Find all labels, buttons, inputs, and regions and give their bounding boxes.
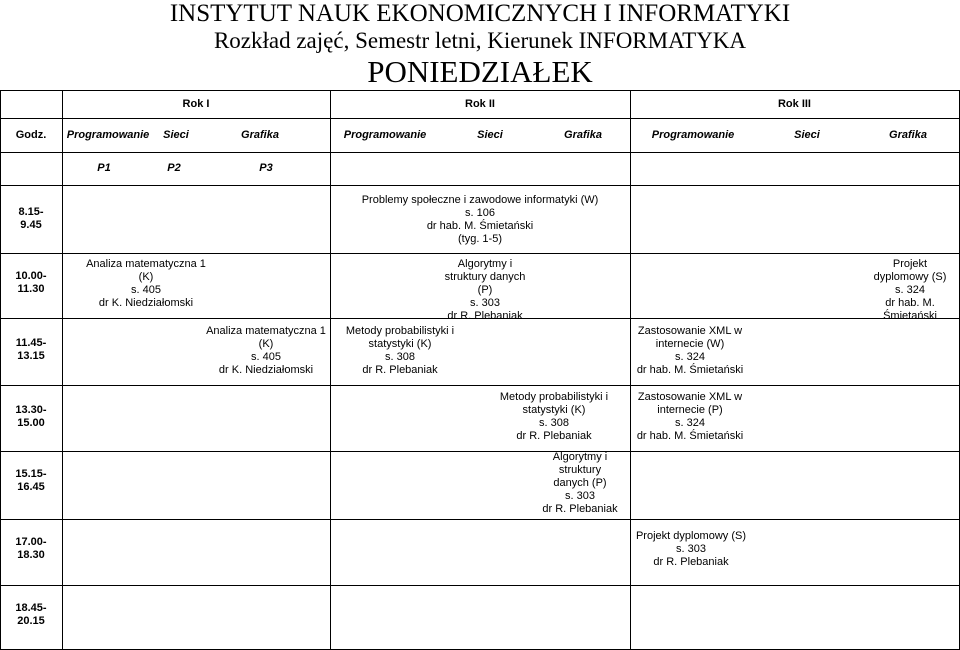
class-room: s. 303	[565, 490, 595, 502]
year-header-1: Rok I	[182, 98, 210, 110]
time-start: 10.00-	[15, 270, 47, 282]
class-title: Projekt	[892, 258, 928, 270]
class-teacher-cont: Śmietański	[883, 310, 937, 322]
class-teacher: dr K. Niedziałomski	[218, 364, 314, 376]
class-title: Projekt dyplomowy (S)	[635, 530, 747, 542]
time-end: 9.45	[20, 219, 42, 231]
class-entry-algorytmy-1	[420, 258, 550, 323]
year-header-3: Rok III	[777, 98, 811, 110]
class-entry-projekt-1	[862, 258, 958, 323]
class-teacher: dr R. Plebaniak	[362, 364, 438, 376]
time-end: 13.15	[17, 350, 45, 362]
time-start: 18.45-	[15, 602, 47, 614]
class-room: s. 405	[251, 351, 281, 363]
group-p3: P3	[259, 162, 273, 174]
time-start: 15.15-	[15, 468, 47, 480]
class-title-cont: danych (P)	[553, 477, 607, 489]
class-title-cont: statystyki (K)	[522, 404, 586, 416]
class-teacher: dr hab. M. Śmietański	[636, 430, 744, 442]
class-room: s. 303	[470, 297, 500, 309]
group-p2: P2	[167, 162, 181, 174]
grid-line	[0, 451, 960, 452]
grid-line	[0, 519, 960, 520]
class-title: Metody probabilistyki i	[345, 325, 455, 337]
class-title: Algorytmy i	[457, 258, 513, 270]
column-header-sieci-2: Sieci	[477, 129, 503, 141]
hour-column-header: Godz.	[15, 129, 47, 141]
class-room: s. 324	[675, 351, 705, 363]
time-slot-2	[2, 270, 60, 296]
column-header-grafika-3: Grafika	[889, 129, 927, 141]
grid-line	[0, 185, 960, 186]
class-teacher: dr R. Plebaniak	[542, 503, 618, 515]
column-header-programowanie-3: Programowanie	[651, 129, 735, 141]
grid-line	[0, 90, 1, 650]
schedule-subtitle: Rozkład zajęć, Semestr letni, Kierunek INFORMATYKA	[213, 28, 747, 53]
time-start: 13.30-	[15, 404, 47, 416]
year-header-2: Rok II	[465, 98, 495, 110]
class-type: (P)	[477, 284, 493, 296]
time-start: 17.00-	[15, 536, 47, 548]
class-title-cont: internecie (P)	[657, 404, 723, 416]
class-type: (K)	[258, 338, 274, 350]
time-end: 15.00	[17, 417, 45, 429]
column-header-grafika-2: Grafika	[564, 129, 602, 141]
class-teacher: dr R. Plebaniak	[653, 556, 729, 568]
class-title: Metody probabilistyki i	[499, 391, 609, 403]
day-title: PONIEDZIAŁEK	[367, 54, 593, 89]
time-end: 16.45	[17, 481, 45, 493]
class-entry-analiza-2	[196, 325, 336, 377]
class-entry-projekt-2	[630, 530, 752, 569]
time-start: 8.15-	[18, 206, 44, 218]
column-header-programowanie-1: Programowanie	[66, 129, 150, 141]
class-room: s. 405	[131, 284, 161, 296]
time-slot-3	[2, 337, 60, 363]
time-slot-6	[2, 536, 60, 562]
class-entry-problemy-spoleczne	[330, 194, 630, 246]
class-title: Analiza matematyczna 1	[86, 258, 206, 270]
class-entry-analiza-1	[62, 258, 230, 310]
grid-line	[0, 152, 960, 153]
grid-line	[0, 90, 960, 91]
time-slot-5	[2, 468, 60, 494]
class-room: s. 324	[675, 417, 705, 429]
class-title-cont: internecie (W)	[655, 338, 725, 350]
class-type: (K)	[138, 271, 154, 283]
class-entry-metody-1	[330, 325, 470, 377]
time-end: 20.15	[17, 615, 45, 627]
class-entry-algorytmy-2	[520, 451, 640, 516]
class-entry-xml-projekt	[620, 391, 760, 443]
time-slot-4	[2, 404, 60, 430]
grid-line	[0, 118, 960, 119]
time-slot-7	[2, 602, 60, 628]
class-entry-metody-2	[484, 391, 624, 443]
time-end: 11.30	[17, 283, 45, 295]
class-room: s. 303	[676, 543, 706, 555]
class-title: Analiza matematyczna 1	[206, 325, 326, 337]
class-title: Problemy społeczne i zawodowe informatyki (W)	[361, 194, 599, 206]
class-room: s. 324	[895, 284, 925, 296]
class-teacher: dr hab. M. Śmietański	[636, 364, 744, 376]
class-room: s. 106	[465, 207, 495, 219]
class-weeks: (tyg. 1-5)	[457, 233, 502, 245]
group-p1: P1	[97, 162, 111, 174]
column-header-sieci-3: Sieci	[794, 129, 820, 141]
class-title-cont: struktury	[558, 464, 602, 476]
institute-title: INSTYTUT NAUK EKONOMICZNYCH I INFORMATYKI	[169, 0, 791, 27]
class-title-cont: struktury danych	[444, 271, 526, 283]
time-end: 18.30	[17, 549, 45, 561]
grid-line	[62, 90, 63, 650]
class-teacher: dr R. Plebaniak	[447, 310, 523, 322]
class-room: s. 308	[539, 417, 569, 429]
grid-line	[0, 585, 960, 586]
time-slot-1	[2, 206, 60, 232]
column-header-grafika-1: Grafika	[241, 129, 279, 141]
column-header-sieci-1: Sieci	[163, 129, 189, 141]
grid-line	[0, 253, 960, 254]
grid-line	[0, 385, 960, 386]
class-title: Zastosowanie XML w	[637, 391, 743, 403]
class-teacher: dr hab. M. Śmietański	[426, 220, 534, 232]
class-title-cont: statystyki (K)	[368, 338, 432, 350]
class-entry-xml-wyklad	[620, 325, 760, 377]
column-header-programowanie-2: Programowanie	[343, 129, 427, 141]
class-title: Algorytmy i	[552, 451, 608, 463]
class-title-cont: dyplomowy (S)	[873, 271, 947, 283]
class-teacher: dr R. Plebaniak	[516, 430, 592, 442]
class-title: Zastosowanie XML w	[637, 325, 743, 337]
class-teacher: dr hab. M.	[885, 297, 935, 309]
time-start: 11.45-	[15, 337, 47, 349]
class-room: s. 308	[385, 351, 415, 363]
class-teacher: dr K. Niedziałomski	[98, 297, 194, 309]
